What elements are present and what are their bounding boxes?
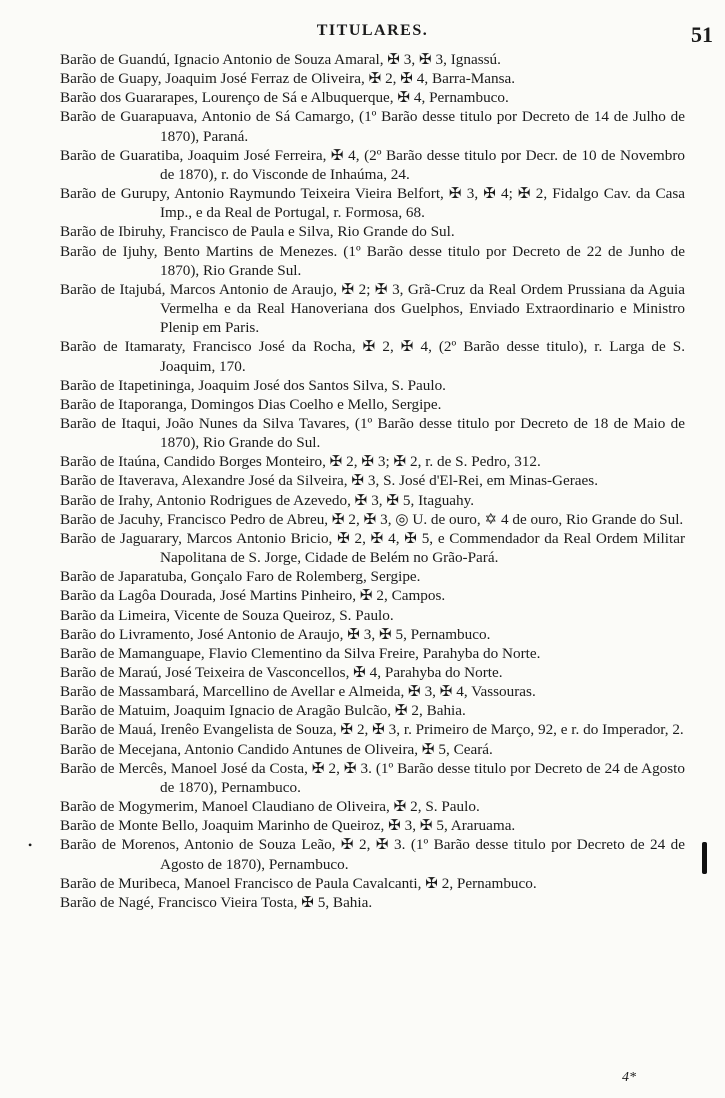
- entry-itaqui: Barão de Itaqui, João Nunes da Silva Tavares, (1º Barão desse titulo por Decreto de 18 de Maio de 1870), Rio Grande do Sul.: [60, 414, 685, 452]
- entry-itaporanga: Barão de Itaporanga, Domingos Dias Coelho e Mello, Sergipe.: [60, 395, 442, 413]
- entry-jaguarary: Barão de Jaguarary, Marcos Antonio Bricio, ✠ 2, ✠ 4, ✠ 5, e Commendador da Real Ordem Militar Napolitana de S. Jorge, Cidade de Belém no Grão-Pará.: [60, 529, 685, 567]
- entry-guarapuava: Barão de Guarapuava, Antonio de Sá Camargo, (1º Barão desse titulo por Decreto de 14 de Julho de 1870), Paraná.: [60, 108, 685, 145]
- entry-mecejana: Barão de Mecejana, Antonio Candido Antunes de Oliveira, ✠ 5, Ceará.: [60, 740, 493, 758]
- entry-massambara: Barão de Massambará, Marcellino de Avellar e Almeida, ✠ 3, ✠ 4, Vassouras.: [60, 683, 536, 701]
- entry-maua: Barão de Mauá, Irenêo Evangelista de Souza, ✠ 2, ✠ 3, r. Primeiro de Março, 92, e r. do Imperador, 2.: [60, 721, 684, 739]
- entry-guandu: Barão de Guandú, Ignacio Antonio de Souza Amaral, ✠ 3, ✠ 3, Ignassú.: [60, 51, 501, 68]
- entry-livramento: Barão do Livramento, José Antonio de Araujo, ✠ 3, ✠ 5, Pernambuco.: [60, 625, 491, 643]
- entry-itapetininga: Barão de Itapetininga, Joaquim José dos Santos Silva, S. Paulo.: [60, 376, 446, 394]
- entry-list: [60, 50, 685, 912]
- signature-mark: 4*: [622, 1070, 636, 1085]
- entry-morenos: Barão de Morenos, Antonio de Souza Leão, ✠ 2, ✠ 3. (1º Barão desse titulo por Decreto de 24 de Agosto de 1870), Pernambuco.: [60, 836, 685, 873]
- entry-merces: Barão de Mercês, Manoel José da Costa, ✠ 2, ✠ 3. (1º Barão desse titulo por Decreto de 24 de Agosto de 1870), Pernambuco.: [60, 759, 685, 796]
- entry-mogymerim: Barão de Mogymerim, Manoel Claudiano de Oliveira, ✠ 2, S. Paulo.: [60, 798, 480, 816]
- entry-ibiruhy: Barão de Ibiruhy, Francisco de Paula e Silva, Rio Grande do Sul.: [60, 223, 455, 241]
- entry-marau: Barão de Maraú, José Teixeira de Vasconcellos, ✠ 4, Parahyba do Norte.: [60, 664, 503, 681]
- entry-jacuhy: Barão de Jacuhy, Francisco Pedro de Abreu, ✠ 2, ✠ 3, ◎ U. de ouro, ✡ 4 de ouro, Rio Grande do Sul.: [60, 510, 684, 528]
- entry-guaratiba: Barão de Guaratiba, Joaquim José Ferreira, ✠ 4, (2º Barão desse titulo por Decr. de 10 de Novembro de 1870), r. do Visconde de Inhaúma, 24.: [60, 146, 685, 183]
- entry-matuim: Barão de Matuim, Joaquim Ignacio de Aragão Bulcão, ✠ 2, Bahia.: [60, 702, 466, 720]
- entry-limeira: Barão da Limeira, Vicente de Souza Queiroz, S. Paulo.: [60, 606, 394, 624]
- entry-muribeca: Barão de Muribeca, Manoel Francisco de Paula Cavalcanti, ✠ 2, Pernambuco.: [60, 874, 537, 892]
- entry-nage: Barão de Nagé, Francisco Vieira Tosta, ✠ 5, Bahia.: [60, 893, 373, 911]
- entry-itaverava: Barão de Itaverava, Alexandre José da Silveira, ✠ 3, S. José d'El-Rei, em Minas-Geraes.: [60, 472, 598, 490]
- entry-lagoa-dourada: Barão da Lagôa Dourada, José Martins Pinheiro, ✠ 2, Campos.: [60, 587, 446, 605]
- entry-guararapes: Barão dos Guararapes, Lourenço de Sá e Albuquerque, ✠ 4, Pernambuco.: [60, 89, 509, 107]
- entry-itauna: Barão de Itaúna, Candido Borges Monteiro, ✠ 2, ✠ 3; ✠ 2, r. de S. Pedro, 312.: [60, 453, 541, 471]
- running-title: TITULARES.: [316, 22, 429, 39]
- entry-japaratuba: Barão de Japaratuba, Gonçalo Faro de Rolemberg, Sergipe.: [60, 568, 421, 586]
- margin-bullet-icon: •: [28, 838, 33, 852]
- page-header: [60, 22, 713, 47]
- entry-itajuba: Barão de Itajubá, Marcos Antonio de Araujo, ✠ 2; ✠ 3, Grã-Cruz da Real Ordem Prussiana da Aguia Vermelha e da Real Hanoveriana dos Guelphos, Enviado Extraordinario e Ministro Plenip em Paris.: [60, 280, 685, 337]
- entry-irahy: Barão de Irahy, Antonio Rodrigues de Azevedo, ✠ 3, ✠ 5, Itaguahy.: [60, 491, 475, 509]
- entry-itamaraty: Barão de Itamaraty, Francisco José da Rocha, ✠ 2, ✠ 4, (2º Barão desse titulo), r. Larga de S. Joaquim, 170.: [60, 338, 685, 375]
- entry-gurupy: Barão de Gurupy, Antonio Raymundo Teixeira Vieira Belfort, ✠ 3, ✠ 4; ✠ 2, Fidalgo Cav. da Casa Imp., e da Real de Portugal, r. Formosa, 68.: [60, 185, 685, 222]
- entry-mamanguape: Barão de Mamanguape, Flavio Clementino da Silva Freire, Parahyba do Norte.: [60, 644, 541, 662]
- entry-ijuhy: Barão de Ijuhy, Bento Martins de Menezes. (1º Barão desse titulo por Decreto de 22 de Junho de 1870), Rio Grande Sul.: [60, 242, 685, 279]
- entry-guapy: Barão de Guapy, Joaquim José Ferraz de Oliveira, ✠ 2, ✠ 4, Barra-Mansa.: [60, 70, 516, 88]
- page-edge-mark: [702, 842, 707, 874]
- page-number: 51: [691, 22, 713, 47]
- entry-monte-bello: Barão de Monte Bello, Joaquim Marinho de Queiroz, ✠ 3, ✠ 5, Araruama.: [60, 817, 516, 835]
